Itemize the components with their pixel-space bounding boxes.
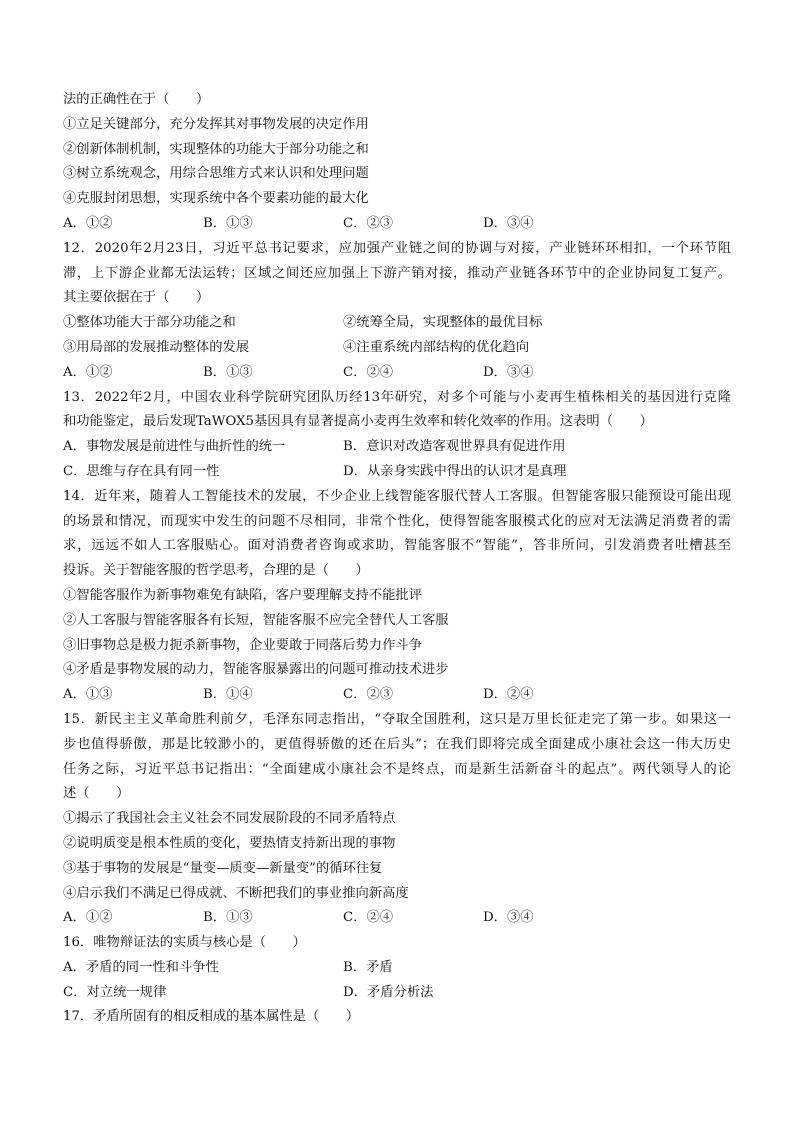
q14-stem-line: 14．近年来，随着人工智能技术的发展，不少企业上线智能客服代替人工客服。但智能客服只能预设可能出现: [63, 488, 731, 504]
q12-items-row: [63, 336, 731, 361]
q11-item: ①立足关键部分，充分发挥其对事物发展的决定作用: [63, 116, 369, 132]
q16-option-c: C．对立统一规律: [63, 984, 167, 1000]
q15-option-a: A．①②: [63, 910, 113, 926]
q15-item: ①揭示了我国社会主义社会不同发展阶段的不同矛盾特点: [63, 811, 396, 827]
q14-item: ③旧事物总是极力扼杀新事物，企业要敢于同落后势力作斗争: [63, 637, 423, 653]
q15-item: ②说明质变是根本性质的变化，要热情支持新出现的事物: [63, 835, 396, 851]
q15-option-d: D．③④: [483, 910, 534, 926]
q14-option-b: B．①④: [203, 687, 253, 703]
q15-stem-line: 述（ ）: [63, 786, 130, 802]
q14-option-a: A．①③: [63, 687, 113, 703]
q12-option-d: D．③④: [483, 364, 534, 380]
q15-item: ③基于事物的发展是“量变—质变—新量变”的循环往复: [63, 860, 383, 876]
q11-option-d: D．③④: [483, 215, 534, 231]
q12-items-row: [63, 311, 731, 336]
q12-option-b: B．①③: [203, 364, 253, 380]
q11-option-c: C．②③: [343, 215, 394, 231]
q15-stem-line: 任务之际，习近平总书记指出：“全面建成小康社会不是终点，而是新生活新奋斗的起点”。两代领导人的论: [63, 761, 731, 777]
q15-option-c: C．②④: [343, 910, 394, 926]
q15-options: [63, 906, 731, 931]
q14-item: ④矛盾是事物发展的动力，智能客服暴露出的问题可推动技术进步: [63, 662, 449, 678]
q12-item: ④注重系统内部结构的优化趋向: [343, 339, 530, 355]
q15-stem-line: 步也值得骄傲，那是比较渺小的，更值得骄傲的还在后头”；在我们即将完成全面建成小康社会这一伟大历史: [63, 736, 731, 752]
q11-options: [63, 212, 731, 237]
q12-options: [63, 361, 731, 386]
q12-stem-line: 其主要依据在于（ ）: [63, 290, 210, 306]
q13-stem-line: 13．2022年2月，中国农业科学院研究团队历经13年研究，对多个可能与小麦再生植株相关的基因进行克隆: [63, 389, 731, 405]
q12-option-a: A．①②: [63, 364, 113, 380]
q13-options-row: [63, 460, 731, 485]
q13-options-row: [63, 435, 731, 460]
q16-options-row: [63, 981, 731, 1006]
q14-options: [63, 683, 731, 708]
q14-stem-line: 的场景和情况，而现实中发生的问题不尽相同，非常个性化，使得智能客服模式化的应对无法满足消费者的需: [63, 513, 731, 529]
q14-stem-line: 求，远远不如人工客服贴心。面对消费者咨询或求助，智能客服不“智能”，答非所问，引发消费者吐槽甚至: [63, 538, 731, 554]
q15-item: ④启示我们不满足已得成就、不断把我们的事业推向新高度: [63, 885, 409, 901]
q15-option-b: B．①③: [203, 910, 253, 926]
q12-stem-line: 12．2020年2月23日，习近平总书记要求，应加强产业链之间的协调与对接，产业链环环相扣，一个环节阻: [63, 240, 731, 256]
q14-item: ①智能客服作为新事物难免有缺陷，客户要理解支持不能批评: [63, 587, 423, 603]
q17-stem: 17．矛盾所固有的相反相成的基本属性是（ ）: [63, 1009, 360, 1025]
q12-item: ①整体功能大于部分功能之和: [63, 315, 236, 331]
q11-item: ②创新体制机制，实现整体的功能大于部分功能之和: [63, 141, 369, 157]
q12-item: ②统筹全局，实现整体的最优目标: [343, 315, 543, 331]
q13-option-b: B．意识对改造客观世界具有促进作用: [343, 439, 566, 455]
q16-stem: 16．唯物辩证法的实质与核心是（ ）: [63, 935, 306, 951]
q14-option-d: D．②④: [483, 687, 534, 703]
q16-option-a: A．矛盾的同一性和斗争性: [63, 959, 219, 975]
q14-item: ②人工客服与智能客服各有长短，智能客服不应完全替代人工客服: [63, 612, 449, 628]
q11-stem-tail: 法的正确性在于（ ）: [63, 92, 210, 107]
q14-option-c: C．②③: [343, 687, 394, 703]
q12-option-c: C．②④: [343, 364, 394, 380]
q16-options-row: [63, 956, 731, 981]
q11-item: ④克服封闭思想，实现系统中各个要素功能的最大化: [63, 191, 369, 207]
q16-option-b: B．矛盾: [343, 959, 393, 975]
q11-item: ③树立系统观念，用综合思维方式来认识和处理问题: [63, 166, 369, 182]
q13-option-d: D．从亲身实践中得出的认识才是真理: [343, 463, 567, 479]
q13-option-a: A．事物发展是前进性与曲折性的统一: [63, 439, 286, 455]
q13-option-c: C．思维与存在具有同一性: [63, 463, 220, 479]
q14-stem-line: 投诉。关于智能客服的哲学思考，合理的是（ ）: [63, 563, 369, 579]
page-content: [63, 88, 731, 1030]
q12-stem-line: 滞，上下游企业都无法运转；区域之间还应加强上下游产销对接，推动产业链各环节中的企业协同复工复产。: [63, 265, 731, 281]
q13-stem-line: 和功能鉴定，最后发现TaWOX5基因具有显著提高小麦再生效率和转化效率的作用。这表明（ ）: [63, 414, 653, 430]
q16-option-d: D．矛盾分析法: [343, 984, 434, 1000]
q15-stem-line: 15．新民主主义革命胜利前夕，毛泽东同志指出，“夺取全国胜利，这只是万里长征走完了第一步。如果这一: [63, 711, 731, 727]
q11-option-a: A．①②: [63, 215, 113, 231]
q12-item: ③用局部的发展推动整体的发展: [63, 339, 250, 355]
q11-option-b: B．①③: [203, 215, 253, 231]
